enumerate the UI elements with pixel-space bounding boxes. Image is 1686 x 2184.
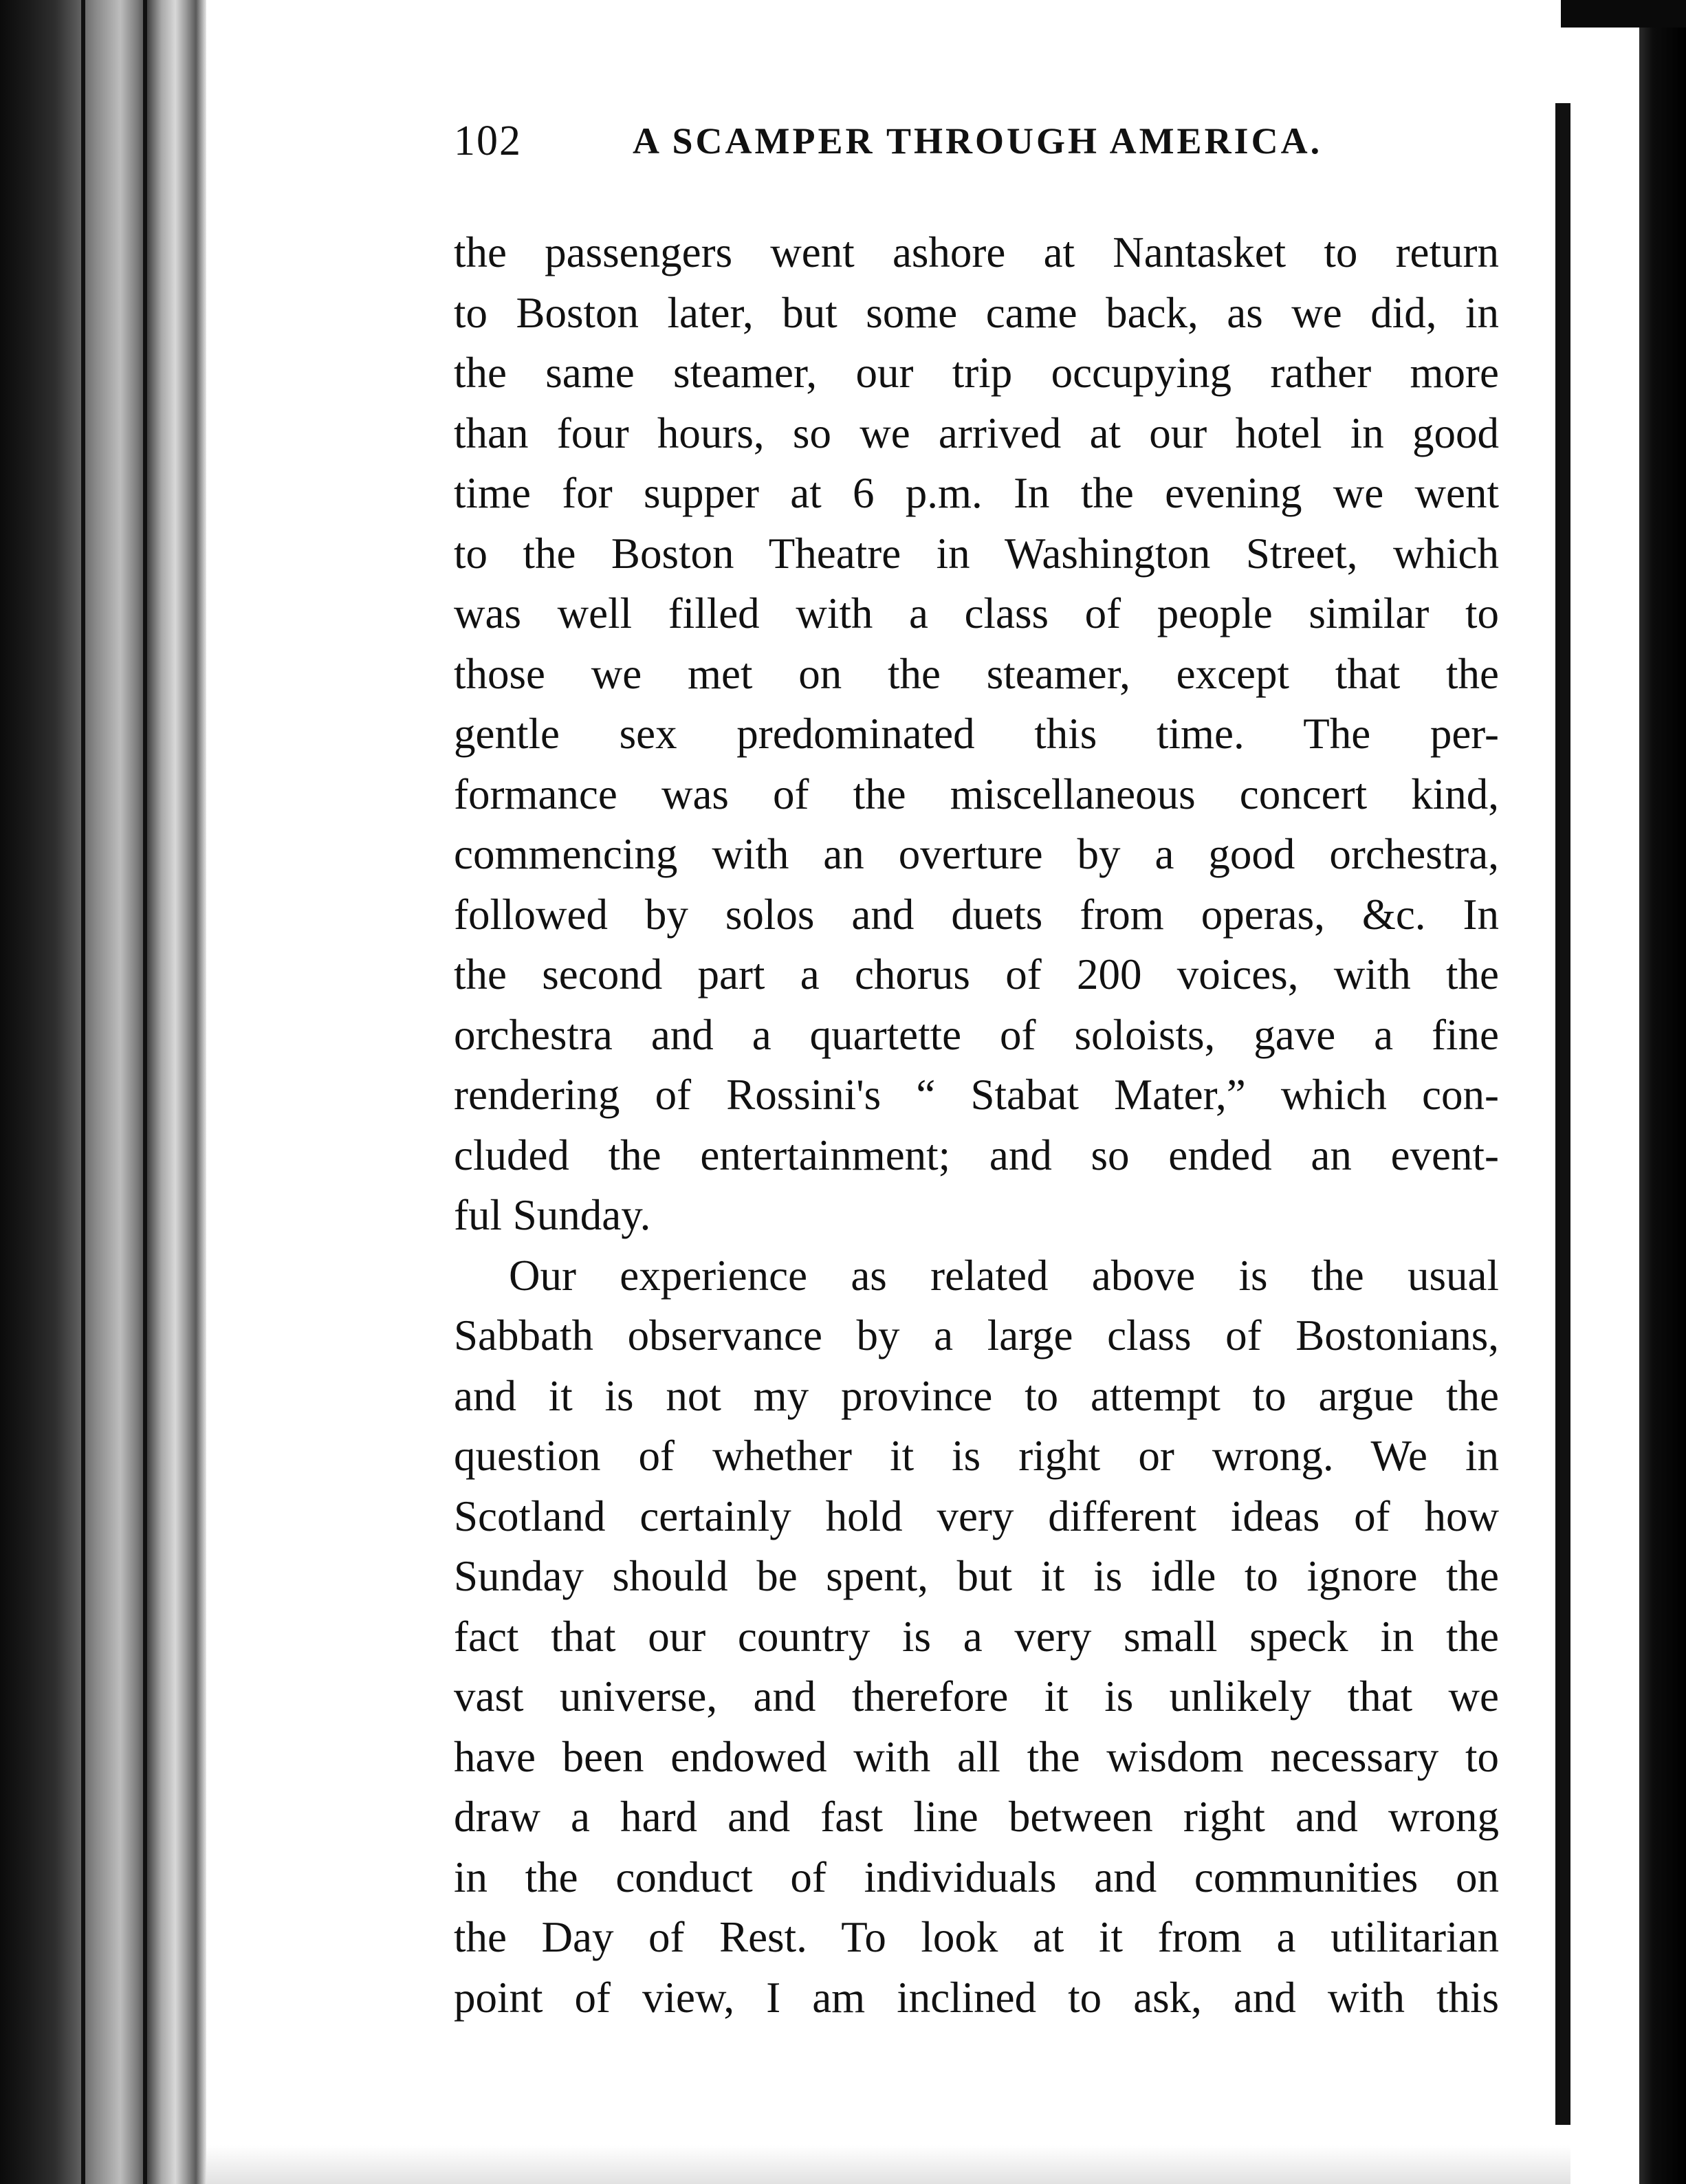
page-edge xyxy=(1555,103,1570,2125)
text-line: the second part a chorus of 200 voices, with the xyxy=(454,950,1499,998)
text-line: followed by solos and duets from operas, &c. In xyxy=(454,890,1499,939)
text-line: and it is not my province to attempt to argue the xyxy=(454,1371,1499,1420)
text-line: the passengers went ashore at Nantasket to return xyxy=(454,228,1499,276)
book-binding xyxy=(0,0,206,2184)
text-line: to Boston later, but some came back, as we did, in xyxy=(454,288,1499,337)
text-line: in the conduct of individuals and communities on xyxy=(454,1853,1499,1901)
text-line: point of view, I am inclined to ask, and with this xyxy=(454,1973,1499,2022)
text-line: those we met on the steamer, except that the xyxy=(454,649,1499,698)
paragraph-first-line: Our experience as related above is the usual xyxy=(509,1251,1499,1300)
text-line: cluded the entertainment; and so ended an event- xyxy=(454,1131,1499,1179)
text-line: than four hours, so we arrived at our hotel in good xyxy=(454,408,1499,457)
text-line: draw a hard and fast line between right and wrong xyxy=(454,1793,1499,1841)
text-line: Sabbath observance by a large class of Bostonians, xyxy=(454,1311,1499,1359)
text-line: commencing with an overture by a good orchestra, xyxy=(454,830,1499,878)
text-line: to the Boston Theatre in Washington Street, which xyxy=(454,529,1499,578)
text-line: the same steamer, our trip occupying rather more xyxy=(454,349,1499,397)
text-line: Sunday should be spent, but it is idle to ignore the xyxy=(454,1552,1499,1600)
text-line: the Day of Rest. To look at it from a utilitarian xyxy=(454,1913,1499,1961)
text-line: formance was of the miscellaneous concert kind, xyxy=(454,769,1499,818)
text-line: Scotland certainly hold very different ideas of how xyxy=(454,1492,1499,1540)
running-head xyxy=(454,103,1499,179)
text-line: question of whether it is right or wrong. We in xyxy=(454,1432,1499,1480)
text-line: vast universe, and therefore it is unlikely that we xyxy=(454,1672,1499,1721)
text-line: have been endowed with all the wisdom necessary to xyxy=(454,1732,1499,1781)
text-line: fact that our country is a very small speck in the xyxy=(454,1612,1499,1661)
binding-rule xyxy=(143,0,147,2184)
running-title: A SCAMPER THROUGH AMERICA. xyxy=(633,120,1323,162)
printed-page xyxy=(454,103,1499,2022)
page-number: 102 xyxy=(454,118,522,164)
text-line: was well filled with a class of people similar to xyxy=(454,589,1499,637)
body-text xyxy=(454,223,1499,2028)
text-line: gentle sex predominated this time. The per- xyxy=(454,710,1499,758)
page-gap xyxy=(1570,0,1639,2184)
adjacent-page-edge xyxy=(1639,0,1686,2184)
page-bottom-shadow xyxy=(206,2145,1570,2184)
paragraph-end-line: ful Sunday. xyxy=(454,1191,651,1239)
adjacent-page-top xyxy=(1561,0,1686,28)
text-line: rendering of Rossini's “ Stabat Mater,” which con- xyxy=(454,1071,1499,1119)
text-line: orchestra and a quartette of soloists, gave a fine xyxy=(454,1010,1499,1059)
text-line: time for supper at 6 p.m. In the evening we went xyxy=(454,469,1499,517)
binding-rule xyxy=(81,0,85,2184)
